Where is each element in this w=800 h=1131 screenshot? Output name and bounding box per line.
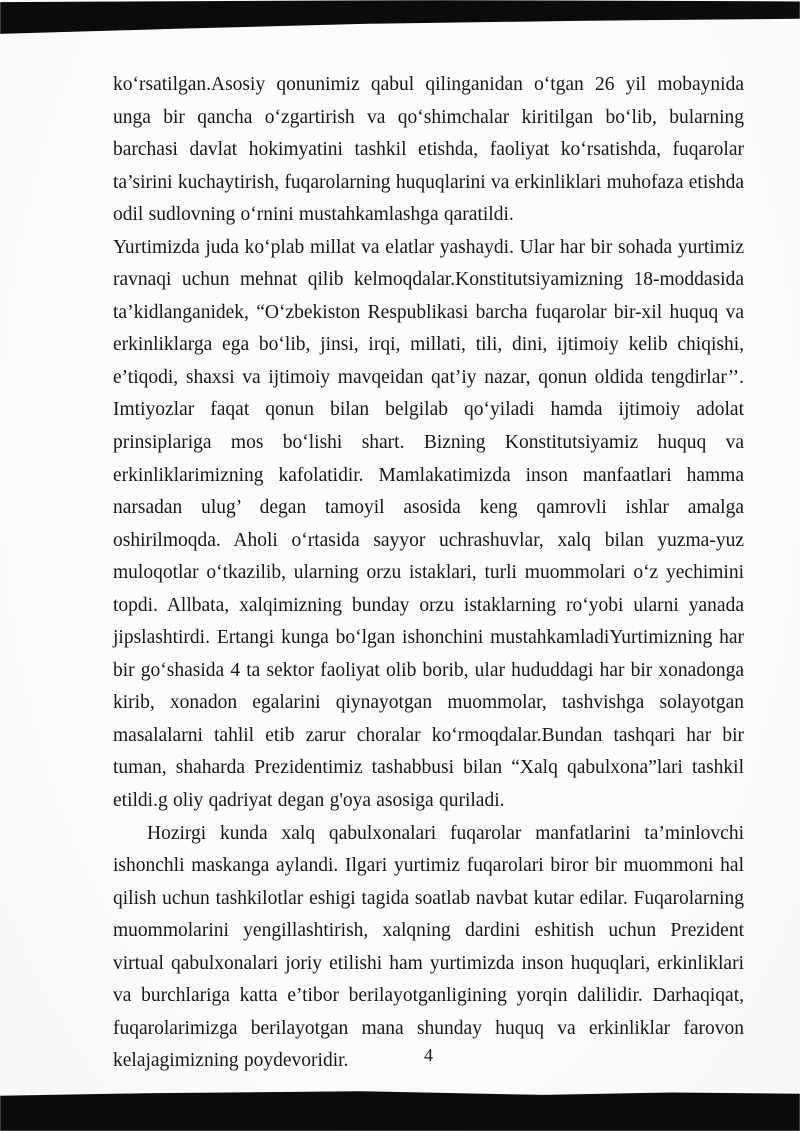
paragraph-yurtimizda: Yurtimizda juda ko‘plab millat va elatlar yashaydi. Ular har bir sohada yurtimiz ravnaqi uchun mehnat qilib kelmoqdalar.Konstitutsiyamizning 18-moddasida ta’kidlanganidek, “O‘zbekiston Respublikasi barcha fuqarolar bir-xil huquq va erkinliklarga ega bo‘lib, jinsi, irqi, millati, tili, dini, ijtimoiy kelib chiqishi, e’tiqodi, shaxsi va ijtimoiy mavqeidan qat’iy nazar, qonun oldida tengdirlar’’. Imtiyozlar faqat qonun bilan belgilab qo‘yiladi hamda ijtimoiy adolat prinsiplariga mos bo‘lishi shart. Bizning Konstitutsiyamiz huquq va erkinliklarimizning kafolatidir. Mamlakatimizda inson manfaatlari hamma narsadan ulug’ degan tamoyil asosida keng qamrovli ishlar amalga oshirilmoqda. Aholi o‘rtasida sayyor uchrashuvlar, xalq bilan yuzma-yuz muloqotlar o‘tkazilib, ularning orzu istaklari, turli muommolari o‘z yechimini topdi. Allbata, xalqimizning bunday orzu istaklarning ro‘yobi ularni yanada jipslashtirdi. Ertangi kunga bo‘lgan ishonchini mustahkamladiYurtimizning har bir go‘shasida 4 ta sektor faoliyat olib borib, ular hududdagi har bir xonadonga kirib, xonadon egalarini qiynayotgan muommolar, tashvishga solayotgan masalalarni tahlil etib zarur choralar ko‘rmoqdalar.Bundan tashqari har bir tuman, shaharda Prezidentimiz tashabbusi bilan “Xalq qabulxona”lari tashkil etildi.g oliy qadriyat degan g'oya asosiga quriladi. xyxy=(113,236,744,812)
scan-artifact-top-bar xyxy=(0,0,800,36)
paragraph-continuation: ko‘rsatilgan.Asosiy qonunimiz qabul qilinganidan o‘tgan 26 yil mobaynida unga bir qancha o‘zgartirish va qo‘shimchalar kiritilgan bo‘lib, bularning barchasi davlat hokimyatini tashkil etishda, faoliyat ko‘rsatishda, fuqarolar ta’sirini kuchaytirish, fuqarolarning huquqlarini va erkinliklari muhofaza etishda odil sudlovning o‘rnini mustahkamlashga qaratildi. xyxy=(113,74,744,226)
page-number: 4 xyxy=(424,1045,433,1065)
scan-artifact-bottom-bar xyxy=(0,1090,800,1131)
document-body xyxy=(113,69,744,1078)
paragraph-hozirgi-kunda: Hozirgi kunda xalq qabulxonalari fuqarolar manfatlarini ta’minlovchi ishonchli maskanga aylandi. Ilgari yurtimiz fuqarolari biror bir muommoni hal qilish uchun tashkilotlar eshigi tagida soatlab navbat kutar edilar. Fuqarolarning muommolarini yengillashtirish, xalqning dardini eshitish uchun Prezident virtual qabulxonalari joriy etilishi ham yurtimizda inson huquqlari, erkinliklari va burchlariga katta e’tibor berilayotganligining yorqin dalilidir. Darhaqiqat, fuqarolarimizga berilayotgan mana shunday huquq va erkinliklar farovon kelajagimizning poydevoridir. xyxy=(113,822,744,1072)
